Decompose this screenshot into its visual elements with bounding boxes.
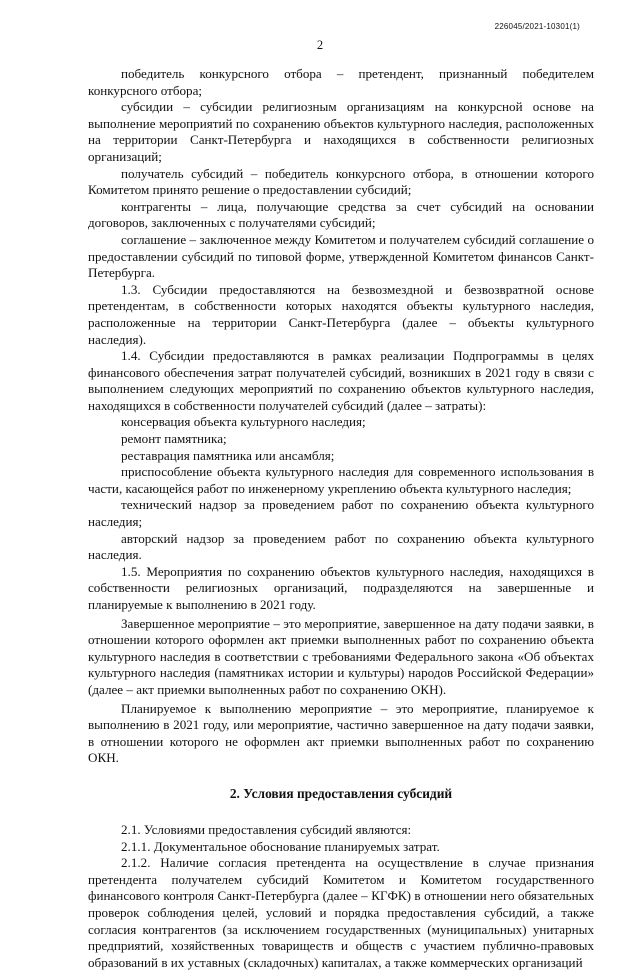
paragraph: получатель субсидий – победитель конкурсного отбора, в отношении которого Комитетом принято решение о предоставлении субсидий; [88, 165, 594, 198]
document-id: 226045/2021-10301(1) [494, 22, 580, 31]
paragraph: 2.1.1. Документальное обоснование планируемых затрат. [121, 838, 440, 854]
list-item: авторский надзор за проведением работ по сохранению объекта культурного наследия. [88, 530, 594, 563]
paragraph: 2.1. Условиями предоставления субсидий являются: [121, 821, 412, 837]
paragraph: победитель конкурсного отбора – претендент, признанный победителем конкурсного отбора; [88, 66, 594, 98]
list-item: ремонт памятника; [121, 431, 227, 447]
paragraph: Завершенное мероприятие – это мероприятие, завершенное на дату подачи заявки, в отношении которого оформлен акт приемки выполненных работ по сохранению объекта культурного наследия в соответствии с требованиями Федерального закона «Об объектах культурного наследия (памятниках истории и культуры) народов Российской Федерации» (далее – акт приемки выполненных работ по сохранению ОКН). [88, 615, 594, 697]
paragraph: контрагенты – лица, получающие средства за счет субсидий на основании договоров, заключенных с получателями субсидий; [88, 198, 594, 231]
paragraph: 1.3. Субсидии предоставляются на безвозмездной и безвозвратной основе претендентам, в собственности которых находятся объекты культурного наследия, расположенные на территории Санкт-Петербурга (далее – объекты культурного наследия). [88, 281, 594, 347]
section-title: 2. Условия предоставления субсидий [229, 785, 453, 801]
paragraph: соглашение – заключенное между Комитетом и получателем субсидий соглашение о предоставлении субсидий по типовой форме, утвержденной Комитетом финансов Санкт-Петербурга. [88, 231, 594, 281]
document-body [88, 66, 594, 971]
page-number: 2 [316, 38, 324, 52]
paragraph: 1.5. Мероприятия по сохранению объектов культурного наследия, находящихся в собственности религиозных организаций, подразделяются на завершенные и планируемые к выполнению в 2021 году. [88, 563, 594, 612]
paragraph: 2.1.2. Наличие согласия претендента на осуществление в случае признания претендента получателем субсидий Комитетом и Комитетом государственного финансового контроля Санкт-Петербурга (далее – КГФК) в отношении него обязательных проверок соблюдения целей, условий и порядка предоставления субсидий, а также согласия контрагентов (за исключением государственных (муниципальных) унитарных предприятий, хозяйственных товариществ и обществ с участием публично-правовых образований в их уставных (складочных) капиталах, а также коммерческих организаций [88, 855, 594, 970]
paragraph: Планируемое к выполнению мероприятие – это мероприятие, планируемое к выполнению в 2021 году, или мероприятие, частично завершенное на дату подачи заявки, в отношении которого не оформлен акт приемки выполненных работ по сохранению ОКН. [88, 700, 594, 766]
paragraph: субсидии – субсидии религиозным организациям на конкурсной основе на выполнение мероприятий по сохранению объектов культурного наследия, расположенных на территории Санкт-Петербурга и находящихся в собственности религиозных организаций; [88, 99, 594, 164]
list-item: реставрация памятника или ансамбля; [121, 447, 335, 463]
paragraph: 1.4. Субсидии предоставляются в рамках реализации Подпрограммы в целях финансового обеспечения затрат получателей субсидий, возникших в 2021 году в связи с выполнением следующих мероприятий по сохранению объектов культурного наследия, находящихся в собственности получателей субсидий (далее – затраты): [88, 348, 594, 413]
list-item: технический надзор за проведением работ по сохранению объекта культурного наследия; [88, 497, 594, 530]
list-item: приспособление объекта культурного наследия для современного использования в части, касающейся работ по инженерному укреплению объекта культурного наследия; [88, 464, 594, 496]
list-item: консервация объекта культурного наследия; [121, 414, 366, 430]
